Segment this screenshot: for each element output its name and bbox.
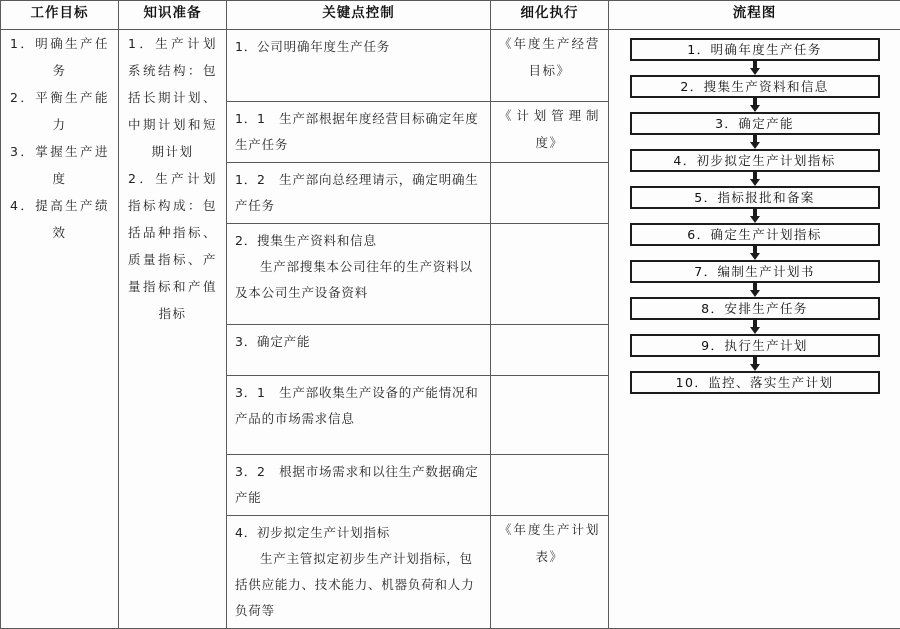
cell-exec-doc-2 [491,102,609,163]
work-goal-line-4: 4．提高生产绩效 [10,192,109,246]
cell-key-point-1 [227,30,491,102]
key-point-title: 4．初步拟定生产计划指标 [235,520,482,546]
exec-doc-label: 《年度生产经营目标》 [499,30,600,84]
knowledge-prep-line-1: 1．生产计划系统结构：包括长期计划、中期计划和短期计划 [128,30,217,165]
cell-key-point-4 [227,516,491,629]
cell-work-goal [1,30,119,629]
flow-node-2: 2．搜集生产资料和信息 [630,75,880,98]
flow-node-4: 4．初步拟定生产计划指标 [630,149,880,172]
table-header-row [1,1,900,30]
flow-arrow-8 [750,320,760,334]
header-flow-chart: 流程图 [609,1,900,30]
flow-arrow-4 [750,172,760,186]
flow-arrow-6 [750,246,760,260]
flow-node-5: 5．指标报批和备案 [630,186,880,209]
cell-key-point-3-1 [227,376,491,455]
key-point-title: 2．搜集生产资料和信息 [235,228,482,254]
key-point-detail: 生产部搜集本公司往年的生产资料以及本公司生产设备资料 [235,254,482,306]
key-point-detail: 生产主管拟定初步生产计划指标，包括供应能力、技术能力、机器负荷和人力负荷等 [235,546,482,624]
work-goal-line-3: 3．掌握生产进度 [10,138,109,192]
cell-key-point-1-2 [227,163,491,224]
flow-arrow-3 [750,135,760,149]
flow-arrow-7 [750,283,760,297]
cell-exec-doc-1 [491,30,609,102]
key-point-title: 1．2 生产部向总经理请示，确定明确生产任务 [235,167,482,219]
cell-knowledge-prep [119,30,227,629]
header-work-goal: 工作目标 [1,1,119,30]
flow-node-10: 10．监控、落实生产计划 [630,371,880,394]
work-goal-line-2: 2．平衡生产能力 [10,84,109,138]
flow-arrow-5 [750,209,760,223]
flow-arrow-1 [750,61,760,75]
flow-arrow-2 [750,98,760,112]
flow-node-1: 1．明确年度生产任务 [630,38,880,61]
flow-node-7: 7．编制生产计划书 [630,260,880,283]
work-goal-line-1: 1．明确生产任务 [10,30,109,84]
key-point-title: 1．1 生产部根据年度经营目标确定年度生产任务 [235,106,482,158]
flow-node-6: 6．确定生产计划指标 [630,223,880,246]
flow-arrow-9 [750,357,760,371]
knowledge-prep-line-2: 2．生产计划指标构成：包括品种指标、质量指标、产量指标和产值指标 [128,165,217,327]
header-key-point-control: 关键点控制 [227,1,491,30]
cell-key-point-3 [227,325,491,376]
key-point-title: 3．确定产能 [235,329,482,355]
key-point-title: 1．公司明确年度生产任务 [235,34,482,60]
key-point-title: 3．2 根据市场需求和以往生产数据确定产能 [235,459,482,511]
cell-key-point-2 [227,224,491,325]
exec-doc-label: 《年度生产计划表》 [499,516,600,570]
header-knowledge-prep: 知识准备 [119,1,227,30]
flow-chart [609,30,900,400]
cell-exec-doc-7 [491,455,609,516]
cell-exec-doc-4 [491,224,609,325]
cell-exec-doc-3 [491,163,609,224]
table-row [1,30,900,102]
header-detailed-execution: 细化执行 [491,1,609,30]
flow-node-3: 3．确定产能 [630,112,880,135]
cell-key-point-1-1 [227,102,491,163]
cell-exec-doc-6 [491,376,609,455]
cell-exec-doc-8 [491,516,609,629]
flow-node-9: 9．执行生产计划 [630,334,880,357]
cell-flow-chart [609,30,900,629]
flow-node-8: 8．安排生产任务 [630,297,880,320]
exec-doc-label: 《计划管理制度》 [499,102,600,156]
cell-exec-doc-5 [491,325,609,376]
cell-key-point-3-2 [227,455,491,516]
key-point-title: 3．1 生产部收集生产设备的产能情况和产品的市场需求信息 [235,380,482,432]
